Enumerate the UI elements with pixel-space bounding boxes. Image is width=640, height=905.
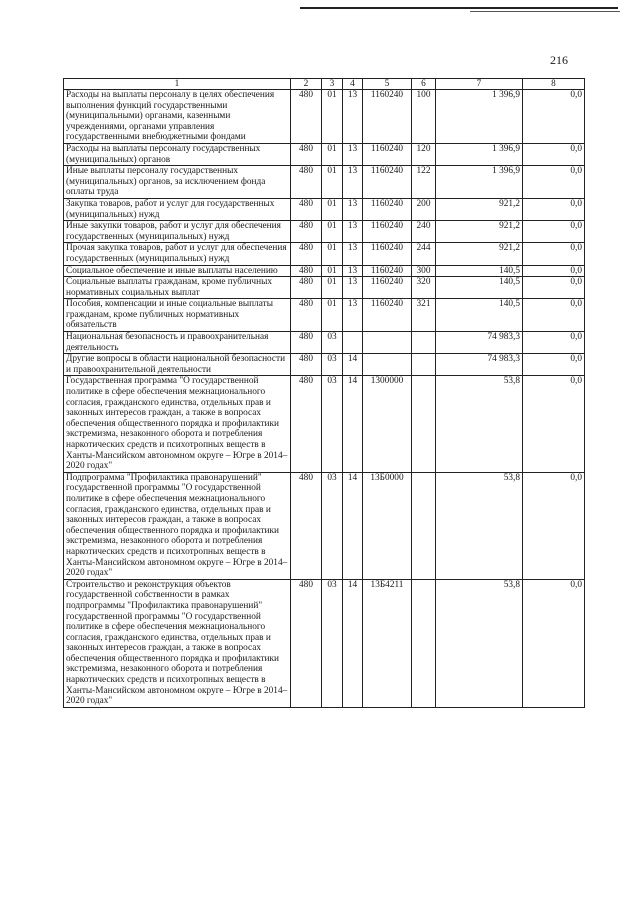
- row-subsection-cell: 14: [343, 354, 363, 376]
- row-section-cell: 01: [322, 90, 343, 144]
- row-name-cell: Расходы на выплаты персоналу государственных (муниципальных) органов: [64, 143, 291, 165]
- row-expense-type-cell: [412, 354, 436, 376]
- header-col-7: 7: [436, 79, 523, 90]
- table-row: [64, 265, 585, 277]
- row-name-cell: Подпрограмма "Профилактика правонарушений" государственной программы "О государственной политике в сфере обеспечения межнационального согласия, гражданского единства, отдельных прав и законных интересов граждан, а также в вопросах обеспечения общественного порядка и профилактики экстремизма, незаконного оборота и потребления наркотических средств и психотропных веществ в Ханты-Мансийском автономном округе – Югре в 2014–2020 годах": [64, 472, 291, 579]
- row-expense-type-cell: [412, 472, 436, 579]
- row-name-cell: Прочая закупка товаров, работ и услуг для обеспечения государственных (муниципальных) нужд: [64, 243, 291, 265]
- row-section-cell: 01: [322, 198, 343, 220]
- row-expense-type-cell: 122: [412, 166, 436, 199]
- header-col-6: 6: [412, 79, 436, 90]
- row-subsection-cell: 14: [343, 376, 363, 472]
- row-target-article-cell: 13Б0000: [363, 472, 412, 579]
- row-target-article-cell: 1300000: [363, 376, 412, 472]
- row-code-cell: 480: [291, 90, 322, 144]
- table-row: [64, 299, 585, 332]
- row-subsection-cell: 13: [343, 198, 363, 220]
- table-row: [64, 354, 585, 376]
- table-row: [64, 472, 585, 579]
- row-amount-cell: 140,5: [436, 299, 523, 332]
- row-target-article-cell: 1160240: [363, 299, 412, 332]
- row-name-cell: Строительство и реконструкция объектов государственной собственности в рамках подпрограммы "Профилактика правонарушений" государственной программы "О государственной политике в сфере обеспечения межнационального согласия, гражданского единства, отдельных прав и законных интересов граждан, а также в вопросах обеспечения общественного порядка и профилактики экстремизма, незаконного оборота и потребления наркотических средств и психотропных веществ в Ханты-Мансийском автономном округе – Югре в 2014–2020 годах": [64, 579, 291, 707]
- scan-top-line-secondary: [470, 11, 620, 12]
- row-section-cell: 01: [322, 277, 343, 299]
- header-row: [64, 79, 585, 90]
- row-subsection-cell: 13: [343, 299, 363, 332]
- row-expense-type-cell: [412, 332, 436, 354]
- row-amount-cell: 921,2: [436, 198, 523, 220]
- row-subsection-cell: 13: [343, 143, 363, 165]
- row-amount-cell: 1 396,9: [436, 166, 523, 199]
- table-body: [64, 90, 585, 708]
- row-amount-2-cell: 0,0: [523, 472, 585, 579]
- row-amount-2-cell: 0,0: [523, 166, 585, 199]
- row-amount-cell: 74 983,3: [436, 332, 523, 354]
- row-expense-type-cell: [412, 376, 436, 472]
- table-row: [64, 221, 585, 243]
- row-name-cell: Иные выплаты персоналу государственных (муниципальных) органов, за исключением фонда оплаты труда: [64, 166, 291, 199]
- header-col-2: 2: [291, 79, 322, 90]
- row-amount-2-cell: 0,0: [523, 143, 585, 165]
- row-target-article-cell: 1160240: [363, 143, 412, 165]
- header-col-1: 1: [64, 79, 291, 90]
- row-section-cell: 01: [322, 299, 343, 332]
- row-target-article-cell: [363, 354, 412, 376]
- row-section-cell: 03: [322, 579, 343, 707]
- row-subsection-cell: 13: [343, 90, 363, 144]
- row-expense-type-cell: 320: [412, 277, 436, 299]
- page-number: 216: [550, 53, 568, 67]
- row-amount-2-cell: 0,0: [523, 376, 585, 472]
- row-code-cell: 480: [291, 265, 322, 277]
- row-code-cell: 480: [291, 243, 322, 265]
- row-expense-type-cell: 321: [412, 299, 436, 332]
- header-col-5: 5: [363, 79, 412, 90]
- header-col-3: 3: [322, 79, 343, 90]
- row-name-cell: Пособия, компенсации и иные социальные выплаты гражданам, кроме публичных нормативных обязательств: [64, 299, 291, 332]
- row-section-cell: 01: [322, 243, 343, 265]
- row-amount-2-cell: 0,0: [523, 332, 585, 354]
- row-name-cell: Иные закупки товаров, работ и услуг для обеспечения государственных (муниципальных) нужд: [64, 221, 291, 243]
- row-expense-type-cell: 120: [412, 143, 436, 165]
- row-code-cell: 480: [291, 472, 322, 579]
- row-amount-2-cell: 0,0: [523, 579, 585, 707]
- row-target-article-cell: 13Б4211: [363, 579, 412, 707]
- row-subsection-cell: 13: [343, 243, 363, 265]
- scan-top-line: [300, 7, 618, 9]
- table-row: [64, 90, 585, 144]
- row-section-cell: 01: [322, 143, 343, 165]
- table-row: [64, 376, 585, 472]
- table-header: [64, 79, 585, 90]
- table-row: [64, 243, 585, 265]
- row-subsection-cell: [343, 332, 363, 354]
- row-expense-type-cell: 240: [412, 221, 436, 243]
- row-code-cell: 480: [291, 299, 322, 332]
- row-code-cell: 480: [291, 166, 322, 199]
- row-subsection-cell: 14: [343, 472, 363, 579]
- header-col-8: 8: [523, 79, 585, 90]
- row-code-cell: 480: [291, 354, 322, 376]
- header-col-4: 4: [343, 79, 363, 90]
- row-amount-cell: 53,8: [436, 376, 523, 472]
- row-section-cell: 01: [322, 221, 343, 243]
- row-amount-2-cell: 0,0: [523, 198, 585, 220]
- row-expense-type-cell: 200: [412, 198, 436, 220]
- row-amount-2-cell: 0,0: [523, 221, 585, 243]
- row-section-cell: 01: [322, 265, 343, 277]
- table-row: [64, 277, 585, 299]
- row-name-cell: Социальное обеспечение и иные выплаты населению: [64, 265, 291, 277]
- row-section-cell: 03: [322, 332, 343, 354]
- row-expense-type-cell: [412, 579, 436, 707]
- row-target-article-cell: 1160240: [363, 277, 412, 299]
- row-name-cell: Другие вопросы в области национальной безопасности и правоохранительной деятельности: [64, 354, 291, 376]
- row-amount-2-cell: 0,0: [523, 277, 585, 299]
- row-target-article-cell: 1160240: [363, 198, 412, 220]
- row-amount-cell: 1 396,9: [436, 90, 523, 144]
- row-amount-cell: 74 983,3: [436, 354, 523, 376]
- row-target-article-cell: [363, 332, 412, 354]
- row-code-cell: 480: [291, 332, 322, 354]
- row-code-cell: 480: [291, 143, 322, 165]
- row-amount-cell: 53,8: [436, 579, 523, 707]
- budget-table: [63, 78, 585, 708]
- row-name-cell: Национальная безопасность и правоохранительная деятельность: [64, 332, 291, 354]
- row-name-cell: Расходы на выплаты персоналу в целях обеспечения выполнения функций государственными (муниципальными) органами, казенными учреждениями, органами управления государственными внебюджетными фондами: [64, 90, 291, 144]
- row-subsection-cell: 14: [343, 579, 363, 707]
- row-section-cell: 03: [322, 354, 343, 376]
- row-amount-cell: 1 396,9: [436, 143, 523, 165]
- table-row: [64, 332, 585, 354]
- row-target-article-cell: 1160240: [363, 166, 412, 199]
- row-code-cell: 480: [291, 376, 322, 472]
- row-expense-type-cell: 244: [412, 243, 436, 265]
- row-target-article-cell: 1160240: [363, 90, 412, 144]
- row-expense-type-cell: 100: [412, 90, 436, 144]
- row-subsection-cell: 13: [343, 166, 363, 199]
- row-expense-type-cell: 300: [412, 265, 436, 277]
- row-subsection-cell: 13: [343, 265, 363, 277]
- row-amount-2-cell: 0,0: [523, 265, 585, 277]
- row-code-cell: 480: [291, 579, 322, 707]
- row-code-cell: 480: [291, 198, 322, 220]
- row-section-cell: 03: [322, 376, 343, 472]
- row-name-cell: Государственная программа "О государственной политике в сфере обеспечения межнационального согласия, гражданского единства, отдельных прав и законных интересов граждан, а также в вопросах обеспечения общественного порядка и профилактики экстремизма, незаконного оборота и потребления наркотических средств и психотропных веществ в Ханты-Мансийском автономном округе – Югре в 2014–2020 годах": [64, 376, 291, 472]
- row-code-cell: 480: [291, 277, 322, 299]
- row-subsection-cell: 13: [343, 277, 363, 299]
- row-amount-cell: 921,2: [436, 243, 523, 265]
- row-name-cell: Закупка товаров, работ и услуг для государственных (муниципальных) нужд: [64, 198, 291, 220]
- row-code-cell: 480: [291, 221, 322, 243]
- table-row: [64, 143, 585, 165]
- row-amount-2-cell: 0,0: [523, 243, 585, 265]
- row-amount-cell: 140,5: [436, 277, 523, 299]
- row-amount-cell: 53,8: [436, 472, 523, 579]
- row-amount-2-cell: 0,0: [523, 90, 585, 144]
- row-section-cell: 03: [322, 472, 343, 579]
- row-subsection-cell: 13: [343, 221, 363, 243]
- table-row: [64, 579, 585, 707]
- row-name-cell: Социальные выплаты гражданам, кроме публичных нормативных социальных выплат: [64, 277, 291, 299]
- table-row: [64, 166, 585, 199]
- row-section-cell: 01: [322, 166, 343, 199]
- row-target-article-cell: 1160240: [363, 243, 412, 265]
- row-amount-2-cell: 0,0: [523, 354, 585, 376]
- table-row: [64, 198, 585, 220]
- row-amount-2-cell: 0,0: [523, 299, 585, 332]
- row-amount-cell: 921,2: [436, 221, 523, 243]
- row-target-article-cell: 1160240: [363, 221, 412, 243]
- row-target-article-cell: 1160240: [363, 265, 412, 277]
- row-amount-cell: 140,5: [436, 265, 523, 277]
